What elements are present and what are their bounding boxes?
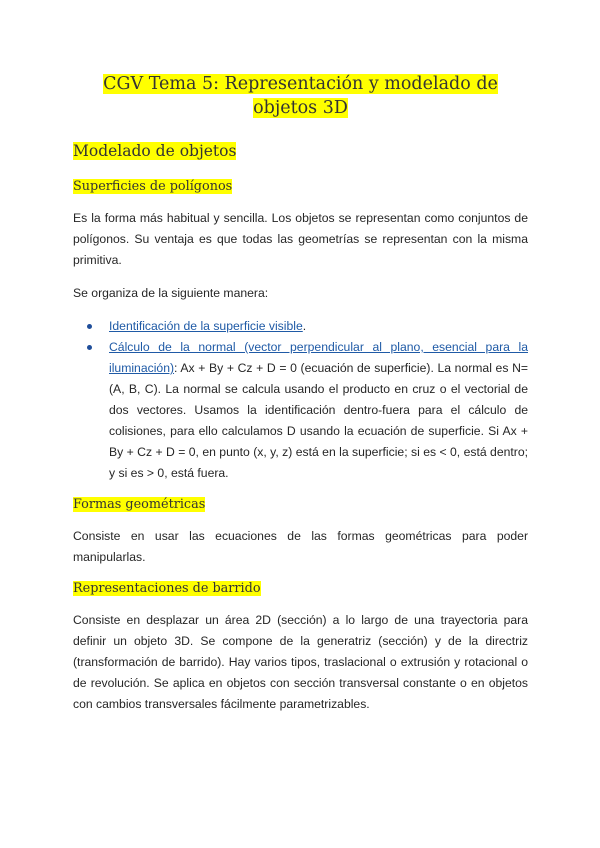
subsection-heading-sweep (73, 580, 528, 598)
subsection-heading-shapes-text: Formas geométricas (73, 497, 206, 512)
list-item-text: : Ax + By + Cz + D = 0 (ecuación de superficie). La normal es N=(A, B, C). La normal se calcula usando el producto en cruz o el vectorial de dos vectores. Usamos la identificación dentro-fuera para el cálculo de colisiones, para ello calculamos D usando la ecuación de superficie. Si Ax + By + Cz + D = 0, en punto (x, y, z) está en la superficie; si es < 0, está dentro; y si es > 0, está fuera. (109, 361, 528, 480)
subsection-heading-polygons-text: Superficies de polígonos (73, 179, 233, 194)
polygons-paragraph-1: Es la forma más habitual y sencilla. Los objetos se representan como conjuntos de polígonos. Su ventaja es que todas las geometrías se representan con la misma primitiva. (73, 211, 528, 267)
list-item (73, 316, 528, 337)
bullet-icon (87, 345, 92, 350)
document-title-text: CGV Tema 5: Representación y modelado de objetos 3D (103, 74, 498, 118)
section-heading (73, 140, 528, 162)
list-item-link[interactable]: Identificación de la superficie visible (109, 319, 303, 333)
subsection-heading-shapes (73, 496, 528, 514)
sweep-paragraph: Consiste en desplazar un área 2D (sección) a lo largo de una trayectoria para definir un objeto 3D. Se compone de la generatriz (sección) y de la directriz (transformación de barrido). Hay varios tipos, traslacional o extrusión y rotacional o de revolución. Se aplica en objetos con sección transversal constante o en objetos con cambios transversales fácilmente parametrizables. (73, 613, 528, 711)
bullet-icon (87, 324, 92, 329)
list-item-text: . (302, 319, 307, 333)
subsection-heading-sweep-text: Representaciones de barrido (73, 581, 261, 596)
list-item-link[interactable]: Cálculo de la normal (vector perpendicular al plano, esencial para la iluminación) (109, 340, 528, 375)
shapes-paragraph: Consiste en usar las ecuaciones de las formas geométricas para poder manipularlas. (73, 529, 528, 564)
polygons-paragraph-2: Se organiza de la siguiente manera: (73, 286, 269, 300)
section-heading-text: Modelado de objetos (73, 142, 237, 160)
list-item (73, 337, 528, 484)
document-title (73, 72, 528, 120)
polygons-list (73, 316, 528, 484)
subsection-heading-polygons (73, 178, 528, 196)
